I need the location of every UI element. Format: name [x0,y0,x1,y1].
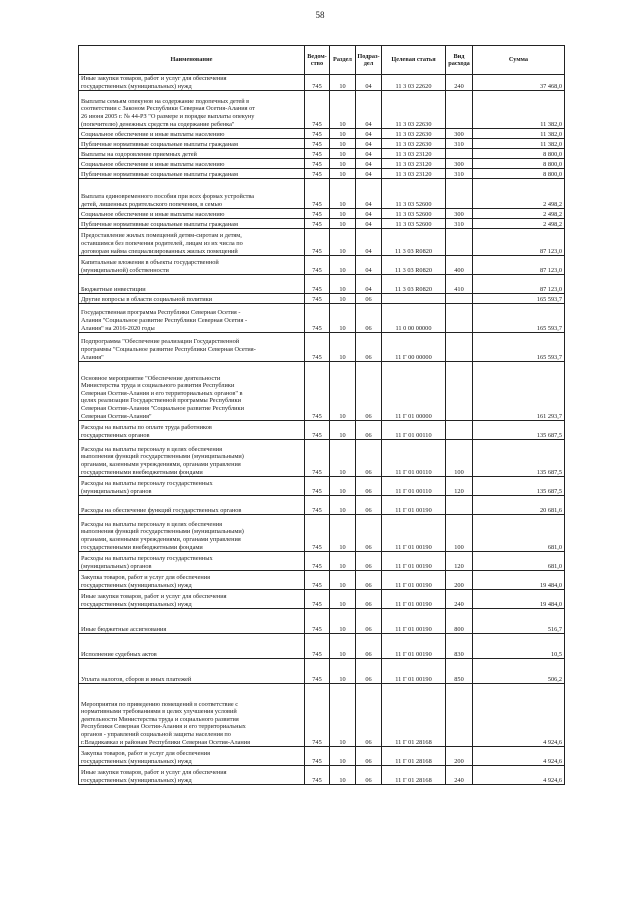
cell-section: 10 [330,209,356,219]
cell-name: Расходы на выплаты по оплате труда работников государственных органов [79,421,305,440]
cell-expense-type: 300 [446,129,473,139]
cell-sum: 19 484,0 [473,571,565,590]
cell-sum: 11 382,0 [473,139,565,149]
cell-name: Выплата единовременного пособия при всех формах устройства детей, лишенных родительского попечения, в семью [79,179,305,209]
cell-name: Иные бюджетные ассигнования [79,609,305,634]
cell-subsection: 06 [356,659,382,684]
cell-section: 10 [330,149,356,159]
cell-section: 10 [330,571,356,590]
cell-section: 10 [330,129,356,139]
table-row [79,139,565,149]
cell-sum: 506,2 [473,659,565,684]
cell-expense-type: 240 [446,75,473,91]
cell-expense-type: 310 [446,219,473,229]
cell-target: 11 3 03 52600 [382,219,446,229]
cell-expense-type: 400 [446,256,473,275]
table-row [79,91,565,129]
cell-department: 745 [305,149,330,159]
cell-expense-type: 310 [446,169,473,179]
cell-section: 10 [330,609,356,634]
cell-target: 11 Г 01 00190 [382,571,446,590]
cell-target: 11 Г 01 00190 [382,659,446,684]
cell-department: 745 [305,552,330,571]
cell-name: Предоставление жилых помещений детям-сиротам и детям, оставшимся без попечения родителей, лицам из их числа по договорам найма специализированных жилых помещений [79,229,305,256]
cell-expense-type: 240 [446,590,473,609]
cell-sum: 11 382,0 [473,91,565,129]
table-row [79,229,565,256]
cell-department: 745 [305,515,330,552]
cell-target: 11 Г 00 00000 [382,333,446,362]
cell-subsection: 06 [356,333,382,362]
cell-department: 745 [305,747,330,766]
table-row [79,634,565,659]
cell-target: 11 Г 01 28168 [382,684,446,747]
cell-target [382,294,446,304]
cell-sum: 8 800,0 [473,159,565,169]
cell-subsection: 04 [356,129,382,139]
table-row [79,609,565,634]
cell-target: 11 3 03 R0820 [382,256,446,275]
cell-section: 10 [330,440,356,477]
cell-target: 11 Г 01 00190 [382,634,446,659]
cell-section: 10 [330,256,356,275]
cell-expense-type [446,496,473,515]
table-header-row [79,46,565,75]
cell-target: 11 0 00 00000 [382,304,446,333]
cell-expense-type: 800 [446,609,473,634]
cell-target: 11 Г 01 28168 [382,747,446,766]
table-row [79,169,565,179]
cell-department: 745 [305,91,330,129]
cell-sum: 2 498,2 [473,219,565,229]
cell-expense-type [446,362,473,421]
table-row [79,209,565,219]
cell-section: 10 [330,634,356,659]
table-row [79,515,565,552]
cell-section: 10 [330,179,356,209]
cell-subsection: 04 [356,149,382,159]
header-name: Наименование [79,46,305,75]
cell-target: 11 3 03 23120 [382,169,446,179]
cell-sum: 37 468,0 [473,75,565,91]
cell-expense-type [446,294,473,304]
cell-department: 745 [305,139,330,149]
cell-section: 10 [330,747,356,766]
cell-subsection: 04 [356,169,382,179]
cell-sum: 87 123,0 [473,275,565,294]
cell-name: Выплаты семьям опекунов на содержание подопечных детей в соответствии с Законом Республики Северная Осетия-Алания от 26 июня 2005 г. № 44-РЗ "О размере и порядке выплаты опекуну (попечителю) денежных средств на содержание ребенка" [79,91,305,129]
cell-target: 11 3 03 22630 [382,139,446,149]
cell-expense-type [446,179,473,209]
cell-department: 745 [305,659,330,684]
table-row [79,75,565,91]
table-row [79,590,565,609]
cell-name: Исполнение судебных актов [79,634,305,659]
cell-sum: 4 924,6 [473,766,565,785]
cell-sum: 8 800,0 [473,169,565,179]
table-row [79,571,565,590]
cell-sum: 87 123,0 [473,256,565,275]
cell-sum: 4 924,6 [473,747,565,766]
cell-name: Публичные нормативные социальные выплаты гражданам [79,169,305,179]
cell-sum: 11 382,0 [473,129,565,139]
table-row [79,129,565,139]
table-row [79,294,565,304]
cell-name: Социальное обеспечение и иные выплаты населению [79,209,305,219]
table-row [79,179,565,209]
cell-subsection: 04 [356,91,382,129]
cell-expense-type: 240 [446,766,473,785]
cell-name: Бюджетные инвестиции [79,275,305,294]
cell-subsection: 06 [356,515,382,552]
cell-name: Расходы на выплаты персоналу в целях обеспечения выполнения функций государственными (муниципальными) органами, казенными учреждениями, органами управления государственными внебюджетными фондами [79,515,305,552]
cell-section: 10 [330,219,356,229]
cell-expense-type: 200 [446,571,473,590]
cell-expense-type [446,304,473,333]
cell-expense-type: 100 [446,440,473,477]
cell-department: 745 [305,766,330,785]
cell-department: 745 [305,179,330,209]
cell-name: Уплата налогов, сборов и иных платежей [79,659,305,684]
table-row [79,256,565,275]
cell-name: Социальное обеспечение и иные выплаты населению [79,129,305,139]
cell-target: 11 Г 01 00110 [382,440,446,477]
cell-target: 11 Г 01 00190 [382,515,446,552]
header-sum: Сумма [473,46,565,75]
header-expense-type: Вид расхода [446,46,473,75]
cell-target: 11 3 03 22630 [382,129,446,139]
cell-name: Иные закупки товаров, работ и услуг для обеспечения государственных (муниципальных) нужд [79,590,305,609]
cell-section: 10 [330,659,356,684]
cell-target: 11 Г 01 00110 [382,477,446,496]
cell-sum: 10,5 [473,634,565,659]
cell-sum: 19 484,0 [473,590,565,609]
cell-subsection: 04 [356,209,382,219]
cell-department: 745 [305,294,330,304]
cell-expense-type [446,91,473,129]
cell-department: 745 [305,634,330,659]
cell-name: Иные закупки товаров, работ и услуг для обеспечения государственных (муниципальных) нужд [79,766,305,785]
cell-name: Закупка товаров, работ и услуг для обеспечения государственных (муниципальных) нужд [79,747,305,766]
table-row [79,304,565,333]
cell-section: 10 [330,590,356,609]
cell-target: 11 3 03 R0820 [382,275,446,294]
cell-department: 745 [305,129,330,139]
cell-name: Государственная программа Республики Северная Осетия - Алания "Социальное развитие Республики Северная Осетия - Алания" на 2016-2020 годы [79,304,305,333]
cell-subsection: 06 [356,304,382,333]
cell-name: Иные закупки товаров, работ и услуг для обеспечения государственных (муниципальных) нужд [79,75,305,91]
cell-department: 745 [305,275,330,294]
cell-sum: 161 293,7 [473,362,565,421]
cell-sum: 4 924,6 [473,684,565,747]
cell-target: 11 3 03 52600 [382,209,446,219]
cell-name: Мероприятия по приведению помещений в соответствие с нормативными требованиями в целях улучшения условий деятельности Министерства труда и социального развития Республики Северная Осетия-Алания и его территориальных органов - управлений социальной защиты населения по г.Владикавказ и районам Республики Северная Осетия-Алания [79,684,305,747]
cell-target: 11 3 03 22620 [382,75,446,91]
cell-target: 11 Г 01 00190 [382,552,446,571]
cell-subsection: 04 [356,139,382,149]
cell-expense-type [446,229,473,256]
cell-department: 745 [305,590,330,609]
cell-sum: 516,7 [473,609,565,634]
table-row [79,219,565,229]
cell-department: 745 [305,609,330,634]
cell-section: 10 [330,477,356,496]
cell-section: 10 [330,304,356,333]
cell-name: Выплаты на оздоровление приемных детей [79,149,305,159]
cell-subsection: 06 [356,421,382,440]
cell-section: 10 [330,362,356,421]
cell-subsection: 06 [356,609,382,634]
cell-target: 11 3 03 23120 [382,149,446,159]
cell-target: 11 Г 01 28168 [382,766,446,785]
cell-section: 10 [330,333,356,362]
cell-expense-type: 300 [446,159,473,169]
cell-department: 745 [305,209,330,219]
cell-expense-type: 120 [446,477,473,496]
cell-name: Расходы на обеспечение функций государственных органов [79,496,305,515]
cell-sum: 87 123,0 [473,229,565,256]
table-row [79,333,565,362]
cell-section: 10 [330,421,356,440]
cell-target: 11 3 03 22630 [382,91,446,129]
cell-name: Социальное обеспечение и иные выплаты населению [79,159,305,169]
cell-subsection: 04 [356,229,382,256]
cell-expense-type: 100 [446,515,473,552]
cell-expense-type: 410 [446,275,473,294]
cell-department: 745 [305,571,330,590]
cell-department: 745 [305,219,330,229]
cell-subsection: 06 [356,440,382,477]
cell-sum: 20 681,6 [473,496,565,515]
table-row [79,496,565,515]
cell-sum: 2 498,2 [473,209,565,219]
cell-section: 10 [330,275,356,294]
cell-expense-type [446,684,473,747]
cell-name: Публичные нормативные социальные выплаты гражданам [79,219,305,229]
cell-department: 745 [305,256,330,275]
cell-sum: 8 800,0 [473,149,565,159]
table-row [79,362,565,421]
cell-subsection: 04 [356,179,382,209]
cell-subsection: 06 [356,552,382,571]
cell-target: 11 Г 01 00190 [382,590,446,609]
cell-target: 11 Г 01 00000 [382,362,446,421]
table-row [79,552,565,571]
cell-target: 11 3 03 52600 [382,179,446,209]
cell-department: 745 [305,362,330,421]
cell-section: 10 [330,766,356,785]
cell-name: Подпрограмма "Обеспечение реализации Государственной программы "Социальное развитие Республики Северная Осетия- Алания" [79,333,305,362]
cell-department: 745 [305,229,330,256]
cell-name: Капитальные вложения в объекты государственной (муниципальной) собственности [79,256,305,275]
cell-sum: 681,0 [473,515,565,552]
page-number: 58 [315,10,325,20]
cell-section: 10 [330,139,356,149]
cell-name: Другие вопросы в области социальной политики [79,294,305,304]
cell-sum: 681,0 [473,552,565,571]
cell-target: 11 3 03 R0820 [382,229,446,256]
cell-sum: 135 687,5 [473,477,565,496]
cell-sum: 135 687,5 [473,440,565,477]
cell-department: 745 [305,496,330,515]
cell-expense-type: 310 [446,139,473,149]
cell-department: 745 [305,421,330,440]
cell-subsection: 06 [356,477,382,496]
cell-subsection: 06 [356,496,382,515]
table-row [79,440,565,477]
cell-section: 10 [330,75,356,91]
cell-target: 11 3 03 23120 [382,159,446,169]
cell-section: 10 [330,159,356,169]
cell-sum: 165 593,7 [473,333,565,362]
header-department: Ведом- ство [305,46,330,75]
cell-subsection: 04 [356,75,382,91]
table-row [79,747,565,766]
cell-subsection: 04 [356,275,382,294]
cell-expense-type: 300 [446,209,473,219]
table-row [79,766,565,785]
cell-name: Основное мероприятие "Обеспечение деятельности Министерства труда и социального развития Республики Северная Осетия-Алания и его территориальных органов" в целях реализации Государственной программы Республики Северная Осетия-Алания "Социальное развитие Республики Северная Осетия-Алания" [79,362,305,421]
cell-department: 745 [305,159,330,169]
cell-subsection: 06 [356,747,382,766]
cell-department: 745 [305,440,330,477]
table-row [79,684,565,747]
header-target: Целевая статья [382,46,446,75]
table-row [79,659,565,684]
cell-section: 10 [330,294,356,304]
table-row [79,477,565,496]
cell-department: 745 [305,169,330,179]
cell-section: 10 [330,91,356,129]
cell-section: 10 [330,496,356,515]
table-row [79,275,565,294]
cell-sum: 165 593,7 [473,304,565,333]
header-subsection: Подраз- дел [356,46,382,75]
cell-section: 10 [330,229,356,256]
cell-target: 11 Г 01 00110 [382,421,446,440]
cell-subsection: 06 [356,362,382,421]
cell-sum: 135 687,5 [473,421,565,440]
cell-section: 10 [330,515,356,552]
cell-department: 745 [305,477,330,496]
cell-expense-type: 200 [446,747,473,766]
table-row [79,421,565,440]
cell-expense-type: 120 [446,552,473,571]
cell-expense-type: 850 [446,659,473,684]
cell-subsection: 04 [356,159,382,169]
cell-expense-type [446,333,473,362]
cell-subsection: 06 [356,684,382,747]
cell-name: Расходы на выплаты персоналу государственных (муниципальных) органов [79,477,305,496]
cell-target: 11 Г 01 00190 [382,609,446,634]
cell-expense-type: 830 [446,634,473,659]
cell-subsection: 06 [356,571,382,590]
cell-department: 745 [305,333,330,362]
cell-subsection: 04 [356,219,382,229]
cell-department: 745 [305,75,330,91]
cell-subsection: 04 [356,256,382,275]
cell-sum: 165 593,7 [473,294,565,304]
cell-subsection: 06 [356,634,382,659]
cell-section: 10 [330,552,356,571]
cell-department: 745 [305,304,330,333]
header-section: Раздел [330,46,356,75]
cell-section: 10 [330,684,356,747]
cell-department: 745 [305,684,330,747]
cell-subsection: 06 [356,766,382,785]
cell-name: Публичные нормативные социальные выплаты гражданам [79,139,305,149]
cell-name: Расходы на выплаты персоналу в целях обеспечения выполнения функций государственными (муниципальными) органами, казенными учреждениями, органами управления государственными внебюджетными фондами [79,440,305,477]
cell-target: 11 Г 01 00190 [382,496,446,515]
budget-table [78,45,565,785]
cell-name: Расходы на выплаты персоналу государственных (муниципальных) органов [79,552,305,571]
cell-name: Закупка товаров, работ и услуг для обеспечения государственных (муниципальных) нужд [79,571,305,590]
table-row [79,159,565,169]
cell-sum: 2 498,2 [473,179,565,209]
cell-expense-type [446,421,473,440]
cell-subsection: 06 [356,294,382,304]
cell-expense-type [446,149,473,159]
cell-subsection: 06 [356,590,382,609]
table-row [79,149,565,159]
cell-section: 10 [330,169,356,179]
